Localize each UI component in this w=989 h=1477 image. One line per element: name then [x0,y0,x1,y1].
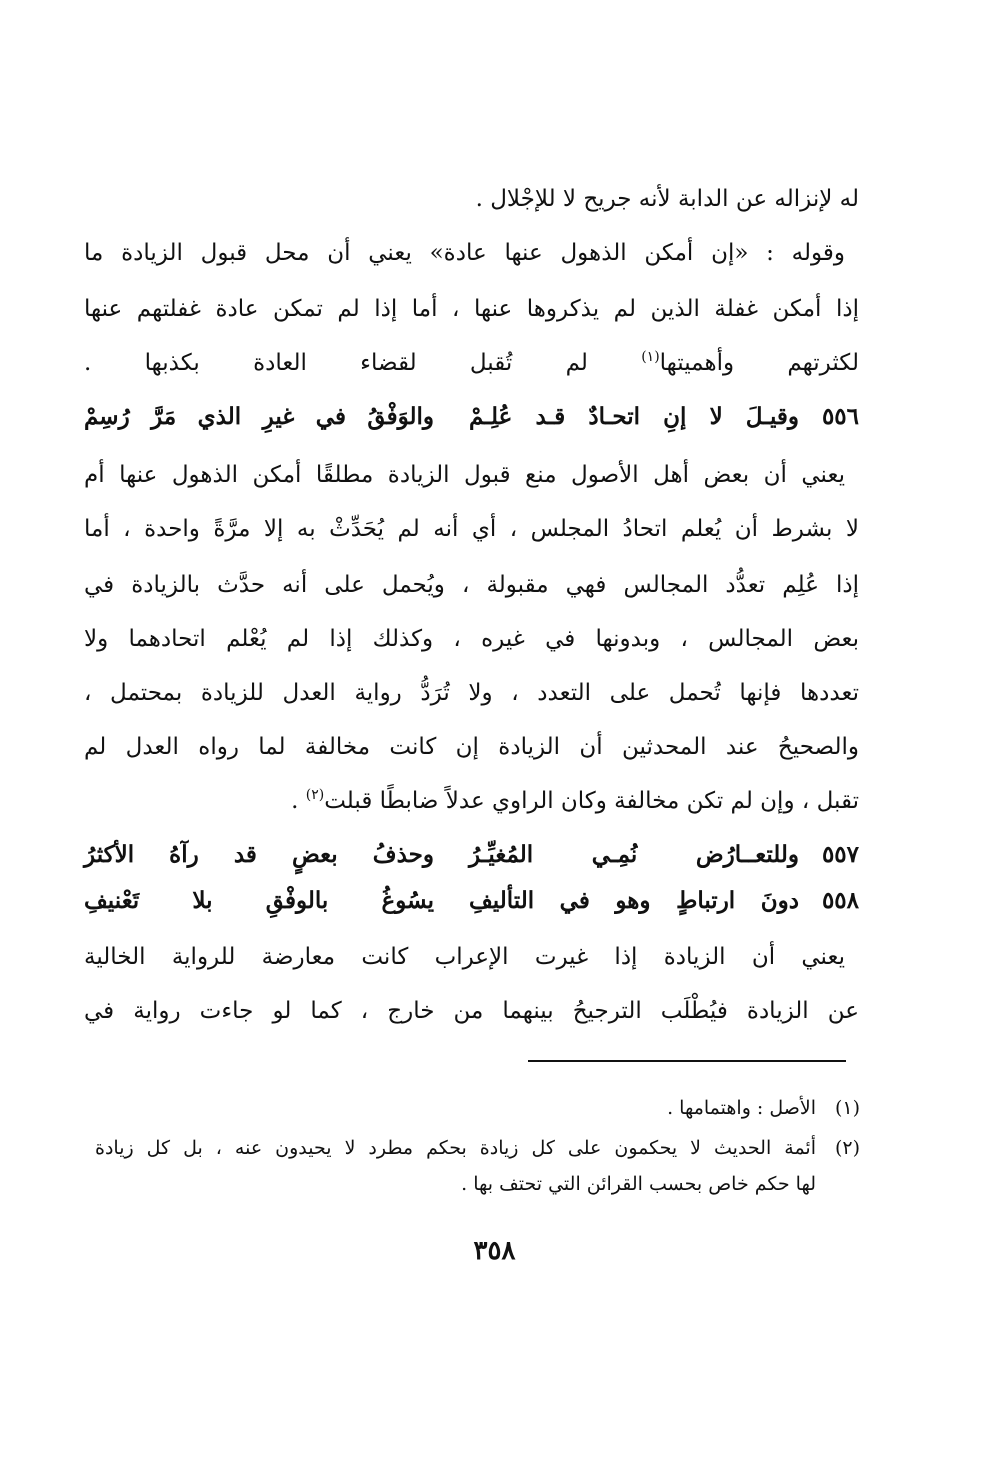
text-line: يعني أن بعض أهل الأصول منع قبول الزيادة مطلقًا أمكن الذهول عنها أم [84,462,845,488]
footnote-text: أئمة الحديث لا يحكمون على كل زيادة بحكم مطرد لا يحيدون عنه ، بل كل زيادة [95,1137,816,1159]
text-line: تعددها فإنها تُحمل على التعدد ، ولا تُرَدُّ رواية العدل للزيادة بمحتمل ، [84,680,859,706]
text-line: إذا عُلِم تعدُّد المجالس فهي مقبولة ، ويُحمل على أنه حدَّث بالزيادة في [84,572,859,598]
text-line: والصحيحُ عند المحدثين أن الزيادة إن كانت مخالفة لما رواه العدل لم [84,734,859,760]
footnote-2-continuation [95,1166,860,1202]
text-segment: لكثرتهم وأهميتها [659,350,860,376]
main-text [84,174,860,1024]
verse-second-hemistich: والوَفْقُ في غيرِ الذي مَرَّ رُسِمْ [84,403,434,430]
text-segment: . [291,788,306,814]
text-line: له لإنزاله عن الدابة لأنه جريح لا للإجْلال . [475,186,859,212]
verse-second-hemistich: وحذفُ بعضٍ قد رآهُ الأكثرُ [84,841,434,868]
text-line [84,776,859,826]
verse-number: ٥٥٨ [821,887,859,914]
text-line [84,338,859,388]
verse-second-hemistich: يسُوغُ بالوفْقِ بلا تَعْنيفِ [84,887,434,914]
verse-557 [84,830,859,880]
verse-556 [84,392,859,442]
verse-number: ٥٥٦ [821,403,859,430]
verse-first-hemistich: وقيـلَ لا إنِ اتحـادٌ قـد عُلِـمْ [469,403,799,430]
text-line: بعض المجالس ، وبدونها في غيره ، وكذلك إذا لم يُعْلم اتحادهما ولا [84,626,859,652]
page-number: ٣٥٨ [473,1236,516,1266]
footnote-mark: (٢) [834,1137,860,1159]
verse-first-hemistich: وللتعــارُض نُمِـي المُغيِّـرُ [469,841,799,868]
text-line: إذا أمكن غفلة الذين لم يذكروها عنها ، أما إذا لم تمكن عادة غفلتهم عنها [84,296,859,322]
text-line: وقوله : «إن أمكن الذهول عنها عادة» يعني أن محل قبول الزيادة ما [84,240,845,266]
footnote-1 [95,1090,860,1126]
footnote-mark: (١) [834,1097,860,1119]
text-segment: تقبل ، وإن لم تكن مخالفة وكان الراوي عدلاً ضابطًا قبلت [324,788,859,814]
text-segment: لم تُقبل لقضاء العادة بكذبها . [84,350,588,376]
verse-first-hemistich: دونَ ارتباطٍ وهو في التأليفِ [469,887,799,914]
verse-558 [84,876,859,926]
footnote-text: لها حكم خاص بحسب القرائن التي تحتف بها . [461,1173,816,1195]
text-line: يعني أن الزيادة إذا غيرت الإعراب كانت معارضة للرواية الخالية [84,944,845,970]
footnote-2 [95,1130,860,1166]
text-line: عن الزيادة فيُطْلَب الترجيحُ بينهما من خارج ، كما لو جاءت رواية في [84,998,859,1024]
footnote-text: الأصل : واهتمامها . [667,1097,816,1119]
footnote-ref: (٢) [305,787,325,803]
text-line: لا بشرط أن يُعلم اتحادُ المجلس ، أي أنه لم يُحَدِّثْ به إلا مرَّةً واحدة ، أما [84,516,859,542]
footnote-ref: (١) [641,349,660,365]
verse-number: ٥٥٧ [821,841,859,868]
footnote-divider [528,1060,846,1062]
